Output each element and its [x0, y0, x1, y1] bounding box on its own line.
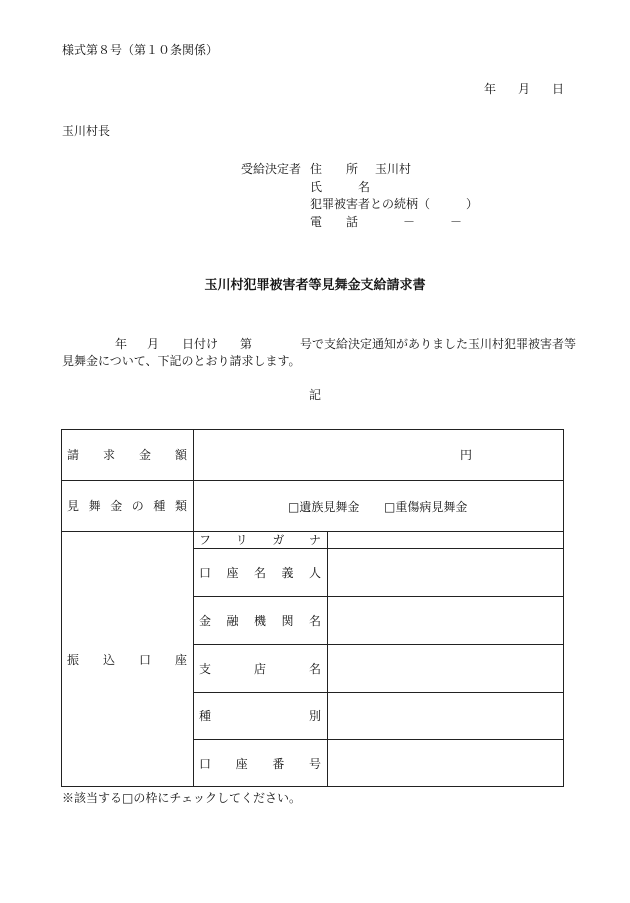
branch-label: [199, 644, 321, 692]
type-label-char: の: [131, 499, 144, 513]
bank-name-char: 機: [253, 613, 266, 628]
body-line2: 見舞金について、下記のとおり請求します。: [62, 354, 301, 368]
account-number-field[interactable]: [328, 739, 563, 787]
document-title: 玉川村犯罪被害者等見舞金支給請求書: [204, 278, 426, 293]
type-label: [67, 480, 187, 531]
account-number-char: 号: [308, 756, 321, 771]
branch-char: 店: [253, 661, 266, 676]
phone-separator-1: －: [403, 215, 416, 229]
account-holder-char: 人: [308, 565, 321, 580]
amount-label: [67, 429, 187, 480]
furigana-char: ナ: [308, 533, 321, 547]
account-holder-char: 座: [226, 565, 239, 580]
name-label: 氏 名: [310, 180, 371, 194]
account-number-char: 口: [199, 756, 212, 771]
account-number-char: 座: [235, 756, 248, 771]
phone-label: 電 話: [310, 215, 359, 229]
date-year-label: 年: [484, 82, 497, 96]
account-type-char: 種: [199, 709, 212, 723]
amount-label-char: 請: [67, 448, 80, 462]
account-type-char: 別: [308, 709, 321, 723]
table-rule: [193, 429, 194, 787]
address-value: 玉川村: [375, 162, 412, 176]
bank-name-label: [199, 596, 321, 644]
furigana-char: リ: [235, 533, 248, 547]
account-holder-char: 義: [281, 565, 294, 580]
type-label-char: 種: [153, 499, 166, 513]
branch-field[interactable]: [328, 644, 563, 692]
account-type-field[interactable]: [328, 692, 563, 739]
furigana-char: フ: [199, 533, 212, 547]
type-label-char: 金: [110, 499, 123, 513]
furigana-char: ガ: [272, 533, 285, 547]
date-month-label: 月: [517, 82, 530, 96]
amount-label-char: 金: [138, 448, 151, 462]
bank-name-field[interactable]: [328, 596, 563, 644]
transfer-label: [67, 531, 187, 787]
applicant-role: 受給決定者: [241, 162, 302, 176]
account-holder-label: [199, 548, 321, 596]
phone-separator-2: －: [450, 215, 463, 229]
addressee: 玉川村長: [62, 124, 111, 138]
relation-label: 犯罪被害者との続柄（ ）: [310, 197, 479, 211]
furigana-field[interactable]: [328, 531, 563, 548]
type-label-char: 見: [67, 499, 80, 513]
amount-unit: 円: [459, 448, 472, 462]
branch-char: 支: [199, 661, 212, 676]
amount-label-char: 額: [174, 448, 187, 462]
date-day-label: 日: [551, 82, 564, 96]
account-holder-field[interactable]: [328, 548, 563, 596]
transfer-label-char: 振: [67, 652, 80, 667]
account-type-label: [199, 692, 321, 739]
bank-name-char: 名: [308, 613, 321, 628]
transfer-label-char: 座: [174, 652, 187, 667]
bank-name-char: 融: [226, 613, 239, 628]
account-number-char: 番: [272, 756, 285, 771]
date-line: [484, 80, 564, 97]
account-number-label: [199, 739, 321, 787]
bank-name-char: 金: [199, 613, 212, 628]
bank-name-char: 関: [281, 613, 294, 628]
amount-field[interactable]: [194, 429, 472, 480]
transfer-label-char: 込: [102, 652, 115, 667]
body-line1-rest: 号で支給決定通知がありました玉川村犯罪被害者等: [300, 337, 577, 351]
account-holder-char: 口: [199, 565, 212, 580]
body-year: 年: [115, 337, 128, 351]
type-label-char: 舞: [88, 499, 101, 513]
injury-checkbox-option[interactable]: □重傷病見舞金: [384, 500, 468, 514]
branch-char: 名: [308, 661, 321, 676]
address-label: 住 所: [310, 162, 359, 176]
body-dated: 日付け: [182, 337, 219, 351]
type-label-char: 類: [174, 499, 187, 513]
transfer-label-char: 口: [138, 652, 151, 667]
checkbox-note: ※該当する□の枠にチェックしてください。: [62, 791, 301, 805]
furigana-label: [199, 531, 321, 548]
body-number-prefix: 第: [240, 337, 253, 351]
account-holder-char: 名: [253, 565, 266, 580]
form-number: 様式第８号（第１０条関係）: [62, 43, 219, 57]
body-month: 月: [147, 337, 160, 351]
amount-label-char: 求: [102, 448, 115, 462]
ki-mark: 記: [308, 388, 321, 402]
bereaved-checkbox-option[interactable]: □遺族見舞金: [288, 500, 360, 514]
